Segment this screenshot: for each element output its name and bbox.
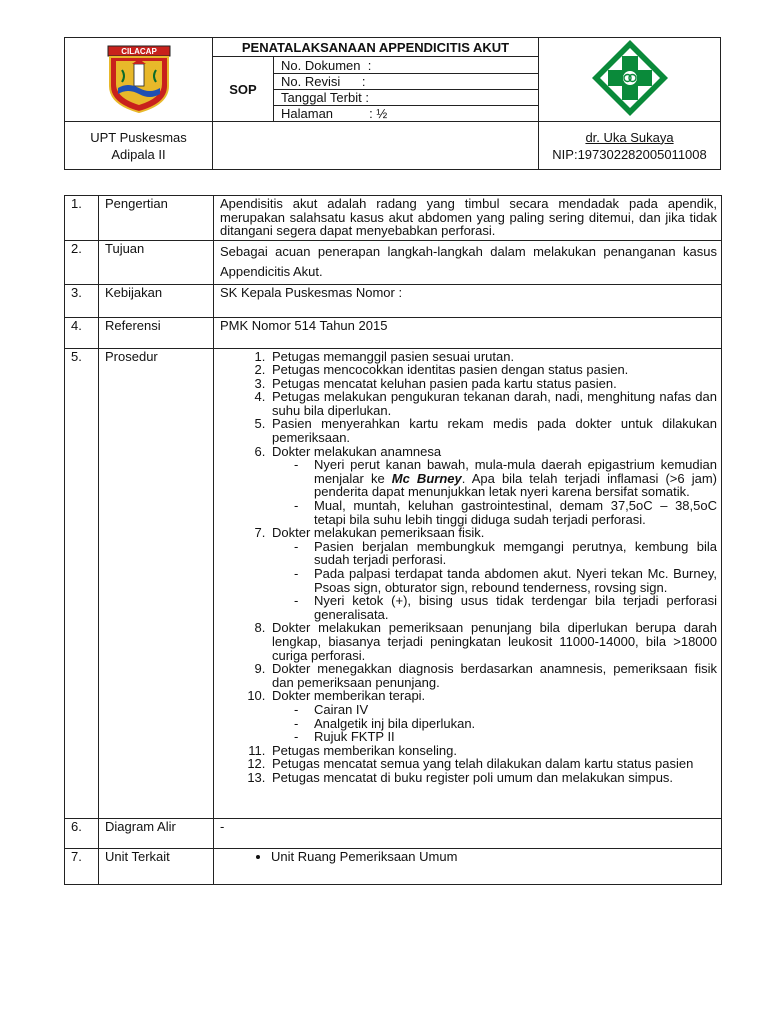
signer-name: dr. Uka Sukaya [585,129,674,145]
sub-list [272,540,717,622]
sub-step: - Mual, muntah, keluhan gastrointestinal, demam 37,5oC – 38,5oC tetapi bila suhu lebih tinggi diduga sudah terjadi perforasi. [294,498,717,527]
section-label: Prosedur [99,348,214,818]
org-line-1: UPT Puskesmas [90,129,187,145]
meta-halaman: Halaman : ½ [274,106,539,122]
organization-name [65,122,213,170]
sub-step: - Cairan IV [294,701,369,717]
procedure-step: 9. Dokter menegakkan diagnosis berdasarkan anamnesis, pemeriksaan fisik dan pemeriksaan penunjang. [269,662,717,689]
sub-step: - Nyeri ketok (+), bising usus tidak terdengar bila terjadi perforasi generalisata. [294,593,717,622]
section-row [65,348,722,818]
section-number: 6. [65,818,99,848]
section-row [65,240,722,284]
procedure-step: 11. Petugas memberikan konseling. [269,744,717,758]
procedure-list [220,350,717,785]
org-line-2: Adipala II [111,146,166,162]
procedure-step: 13. Petugas mencatat di buku register poli umum dan melakukan simpus. [269,771,717,785]
dash-mark: - [294,566,299,581]
section-diagram-alir-text: - [214,818,722,848]
section-kebijakan-text: SK Kepala Puskesmas Nomor : [214,284,722,317]
section-row [65,317,722,348]
section-number: 5. [65,348,99,818]
dash-mark: - [294,729,299,745]
section-number: 7. [65,848,99,884]
dash-mark: - [294,498,299,514]
sub-step: - Analgetik inj bila diperlukan. [294,715,476,731]
section-label: Unit Terkait [99,848,214,884]
sop-content-table [64,195,722,885]
procedure-step: 4. Petugas melakukan pengukuran tekanan darah, nadi, menghitung nafas dan suhu bila diperlukan. [269,390,717,417]
section-label: Kebijakan [99,284,214,317]
mc-burney-emphasis: Mc Burney [391,470,462,486]
section-label: Referensi [99,317,214,348]
section-pengertian-text: Apendisitis akut adalah radang yang timbul secara mendadak pada apendik, merupakan salahsatu kasus akut abdomen yang paling sering ditemui, dan jika tidak ditangani segera dapat menyebabkan perforasi. [214,196,722,241]
procedure-step: 3. Petugas mencatat keluhan pasien pada kartu status pasien. [269,377,717,391]
section-row [65,196,722,241]
section-referensi-text: PMK Nomor 514 Tahun 2015 [214,317,722,348]
procedure-step-text: Dokter memberikan terapi. [272,688,426,704]
section-number: 2. [65,240,99,284]
sub-step: - Nyeri perut kanan bawah, mula-mula daerah epigastrium kemudian menjalar ke Mc Burney. Apa bila telah terjadi inflamasi (>6 jam) penderita dapat menunjukkan letak nyeri karena bersifat somatik. [294,457,717,500]
document-title: PENATALAKSANAAN APPENDICITIS AKUT [213,38,539,57]
dash-mark: - [294,715,299,731]
procedure-step [269,689,717,743]
procedure-step-text: Dokter melakukan pemeriksaan fisik. [272,525,485,541]
dash-mark: - [294,593,299,609]
puskesmas-logo-icon [590,38,670,118]
crest-banner-text: CILACAP [120,47,157,56]
section-number: 1. [65,196,99,241]
procedure-step: 12. Petugas mencatat semua yang telah dilakukan dalam kartu status pasien [269,757,717,771]
unit-terkait-cell [214,848,722,884]
meta-no-dokumen: No. Dokumen : [274,57,539,74]
unit-item: • Unit Ruang Pemeriksaan Umum [271,850,717,864]
sop-label: SOP [213,57,274,122]
section-label: Diagram Alir [99,818,214,848]
section-label: Tujuan [99,240,214,284]
sub-step: - Pasien berjalan membungkuk memgangi perutnya, kembung bila sudah terjadi perforasi. [294,538,717,568]
sub-list [272,458,717,526]
meta-no-revisi: No. Revisi : [274,74,539,90]
procedure-step-text: Dokter melakukan anamnesa [272,443,442,459]
unit-list [220,850,717,864]
sub-step: - Pada palpasi terdapat tanda abdomen akut. Nyeri tekan Mc. Burney, Psoas sign, obturator sign, rebound tenderness, rovsing sign. [294,566,717,595]
sub-step: - Rujuk FKTP II [294,729,395,745]
cilacap-logo-cell [65,38,213,122]
section-number: 4. [65,317,99,348]
section-row [65,848,722,884]
section-row [65,818,722,848]
puskesmas-logo-cell [539,38,721,122]
empty-cell [213,122,539,170]
procedure-step: 8. Dokter melakukan pemeriksaan penunjang bila diperlukan berupa darah lengkap, biasanya terjadi peningkatan leukosit 11000-14000, bila >18000 curiga perforasi. [269,621,717,662]
meta-tanggal-terbit: Tanggal Terbit : [274,90,539,106]
section-label: Pengertian [99,196,214,241]
procedure-step: 2. Petugas mencocokkan identitas pasien dengan status pasien. [269,363,717,377]
procedure-step: 5. Pasien menyerahkan kartu rekam medis pada dokter untuk dilakukan pemeriksaan. [269,417,717,444]
section-row [65,284,722,317]
section-tujuan-text: Sebagai acuan penerapan langkah-langkah dalam melakukan penanganan kasus Appendicitis Akut. [214,240,722,284]
procedure-step [269,526,717,621]
procedure-step [269,445,717,527]
signer-nip: NIP:197302282005011008 [552,146,707,162]
dash-mark: - [294,701,299,717]
sub-list [272,703,717,744]
dash-mark: - [294,538,299,554]
cilacap-crest-icon [104,42,174,114]
dash-mark: - [294,457,299,473]
sop-header-table [64,37,721,170]
procedure-steps [214,348,722,818]
procedure-step: 1. Petugas memanggil pasien sesuai urutan. [269,350,717,364]
signer-block [539,122,721,170]
section-number: 3. [65,284,99,317]
